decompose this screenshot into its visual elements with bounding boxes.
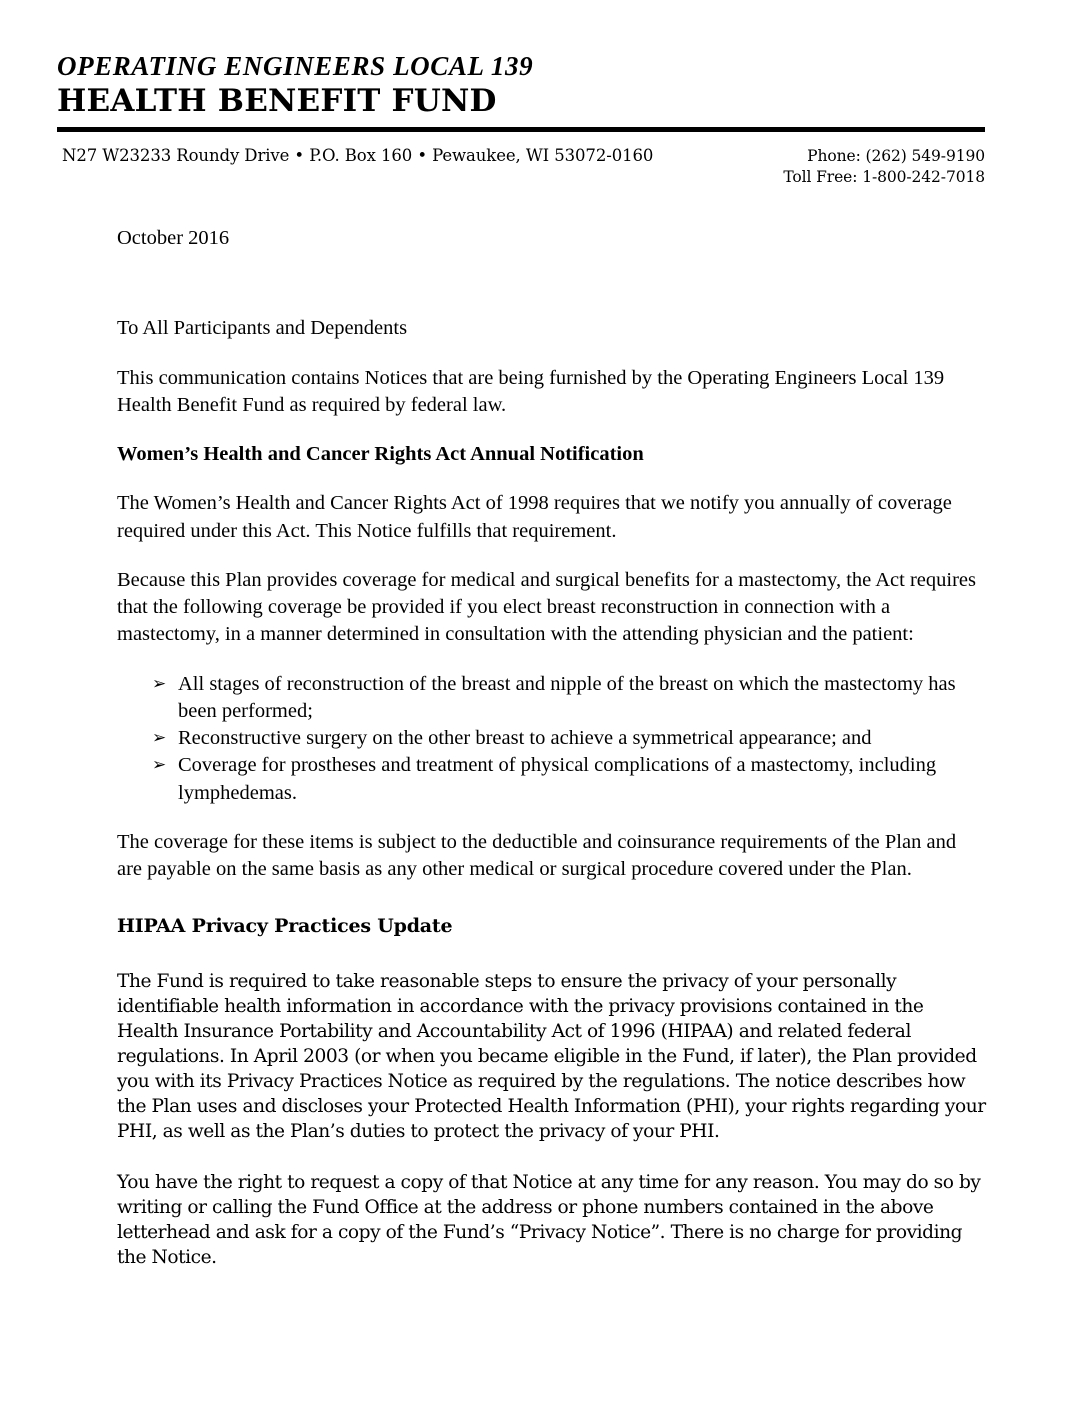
intro-paragraph: This communication contains Notices that are being furnished by the Operating Engineers Local 139 Health Benefit Fund as required by federal law. (117, 366, 945, 416)
arrow-bullet-icon: ➢ (152, 728, 167, 748)
salutation: To All Participants and Dependents (117, 317, 408, 340)
spacer (117, 343, 977, 365)
spacer (117, 252, 977, 315)
hipaa-section (117, 914, 989, 1270)
spacer (117, 939, 989, 969)
list-item (117, 671, 977, 726)
toll-free-number: Toll Free: 1-800-242-7018 (783, 167, 985, 186)
list-item (117, 752, 977, 807)
letter-body (117, 225, 977, 883)
hipaa-paragraph-1: The Fund is required to take reasonable steps to ensure the privacy of your personally identifiable health information in accordance with the privacy provisions contained in the Health Insurance Portability and Accountability Act of 1996 (HIPAA) and related federal regulations. In April 2003 (or when you became eligible in the Fund, if later), the Plan provided you with its Privacy Practices Notice as required by the regulations. The notice describes how the Plan uses and discloses your Protected Health Information (PHI), your rights regarding your PHI, as well as the Plan’s duties to protect the privacy of your PHI. (117, 970, 986, 1142)
spacer (117, 1144, 989, 1170)
fund-name: HEALTH BENEFIT FUND (57, 83, 497, 120)
spacer (117, 649, 977, 671)
arrow-bullet-icon: ➢ (152, 755, 167, 776)
letter-date: October 2016 (117, 227, 230, 249)
whcra-heading: Women’s Health and Cancer Rights Act Annual Notification (117, 443, 644, 465)
spacer (117, 468, 977, 490)
office-address: N27 W23233 Roundy Drive • P.O. Box 160 • Pewaukee, WI 53072-0160 (62, 146, 654, 165)
whcra-paragraph-1: The Women’s Health and Cancer Rights Act of 1998 requires that we notify you annually of coverage required under this Act. This Notice fulfills that requirement. (117, 492, 952, 542)
whcra-paragraph-3: The coverage for these items is subject to the deductible and coinsurance requirements of the Plan and are payable on the same basis as any other medical or surgical procedure covered under the Plan. (117, 830, 957, 880)
list-item-text: All stages of reconstruction of the breast and nipple of the breast on which the mastectomy has been performed; (178, 672, 956, 722)
list-item (117, 725, 977, 752)
spacer (117, 419, 977, 441)
phone-block (783, 146, 985, 188)
phone-number: Phone: (262) 549-9190 (807, 147, 985, 165)
whcra-paragraph-2: Because this Plan provides coverage for medical and surgical benefits for a mastectomy, the Act requires that the following coverage be provided if you elect breast reconstruction in connection with a mastectomy, in a manner determined in consultation with the attending physician and the patient: (117, 568, 976, 646)
list-item-text: Coverage for prostheses and treatment of physical complications of a mastectomy, including lymphedemas. (178, 754, 937, 804)
whcra-coverage-list (117, 671, 977, 807)
letterhead-divider (57, 127, 985, 132)
spacer (117, 807, 977, 829)
letterhead-contact-block (57, 146, 985, 190)
spacer (117, 545, 977, 567)
organization-name: OPERATING ENGINEERS LOCAL 139 (57, 51, 534, 81)
list-item-text: Reconstructive surgery on the other breast to achieve a symmetrical appearance; and (178, 727, 872, 749)
letterhead (57, 52, 985, 120)
hipaa-paragraph-2: You have the right to request a copy of that Notice at any time for any reason. You may do so by writing or calling the Fund Office at the address or phone numbers contained in the above letterhead and ask for a copy of the Fund’s “Privacy Notice”. There is no charge for providing the Notice. (117, 1171, 981, 1268)
arrow-bullet-icon: ➢ (152, 673, 167, 694)
hipaa-heading: HIPAA Privacy Practices Update (117, 915, 453, 937)
